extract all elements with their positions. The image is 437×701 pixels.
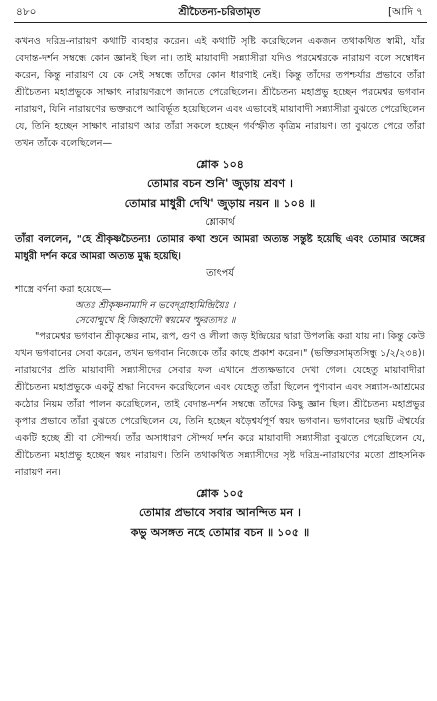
page-body	[15, 33, 425, 543]
purport-paragraph: কখনও দরিদ্র-নারায়ণ কথাটি ব্যবহার করেন। এই কথাটি সৃষ্টি করেছিলেন একজন তথাকথিত স্বামী, যাঁর বেদান্ত-দর্শন সম্বন্ধে কোন জ্ঞানই ছিল না। তাই মায়াবাদী সন্ন্যাসীরা যদিও পরমেশ্বরকে নারায়ণ বলে সম্বোধন করেন, কিন্তু নারায়ণ যে কে সেই সম্বন্ধে তাঁদের কোন ধারণাই নেই। কিন্তু তাঁদের তপশ্চর্যার প্রভাবে তাঁরা শ্রীচৈতন্য মহাপ্রভুকে সাক্ষাৎ নারায়ণরূপে জানতে পেরেছিলেন। শ্রীচৈতন্য মহাপ্রভু হচ্ছেন পরমেশ্বর ভগবান নারায়ণ, যিনি নারায়ণের ভক্তরূপে আবির্ভূত হয়েছিলেন এবং এভাবেই মায়াবাদী সন্ন্যাসীরা বুঝতে পেরেছিলেন যে, তিনি হচ্ছেন সাক্ষাৎ নারায়ণ আর তাঁরা সকলে হচ্ছেন গর্বস্ফীত কৃত্রিম নারায়ণ। তা বুঝতে পেরে তাঁরা তখন তাঁকে বলেছিলেন—	[15, 36, 425, 149]
chapter-label: [আদি ৭	[387, 6, 423, 18]
verse-line: কভু অসঙ্গত নহে তোমার বচন ॥ ১০৫ ॥	[130, 526, 310, 539]
verse-line: তোমার মাধুরী দেখি' জুড়ায় নয়ন ॥ ১০৪ ॥	[124, 197, 316, 210]
translation-label: শ্লোকার্থ	[205, 217, 235, 228]
verse-line: তোমার প্রভাবে সবার আনন্দিত মন ।	[138, 506, 302, 519]
sanskrit-line: সেবোন্মুখে হি জিহ্বাদৌ স্বয়মেব স্ফুরত্যদঃ ॥	[75, 315, 236, 326]
sanskrit-line: অতঃ শ্রীকৃষ্ণনামাদি ন ভবেদ্‌গ্রাহ্যমিন্দ্রিয়ৈঃ ।	[75, 300, 236, 311]
purport-paragraph: "পরমেশ্বর ভগবান শ্রীকৃষ্ণের নাম, রূপ, গুণ ও লীলা জড় ইন্দ্রিয়ের দ্বারা উপলব্ধি করা যায় না। কিন্তু কেউ যখন ভগবানের সেবা করেন, তখন ভগবান নিজেকে তাঁর কাছে প্রকাশ করেন।" (ভক্তিরসামৃতসিন্ধু ১/২/২৩৪)। নারায়ণের প্রতি মায়াবাদী সন্ন্যাসীদের সেবার ফল এখানে প্রত্যক্ষভাবে দেখা গেল। যেহেতু মায়াবাদীরা শ্রীচৈতন্য মহাপ্রভুকে একটু শ্রদ্ধা নিবেদন করেছিলেন এবং যেহেতু তাঁরা ছিলেন পুণ্যবান এবং সন্ন্যাস-আশ্রমের কঠোর নিয়ম তাঁরা পালন করেছিলেন, তাই বেদান্ত-দর্শন সম্বন্ধে তাঁদের কিছু জ্ঞান ছিল। শ্রীচৈতন্য মহাপ্রভুর কৃপার প্রভাবে তাঁরা বুঝতে পেরেছিলেন যে, তিনি হচ্ছেন ষড়ৈশ্বর্যপূর্ণ স্বয়ং ভগবান। ভগবানের ছয়টি ঐশ্বর্যের একটি হচ্ছে শ্রী বা সৌন্দর্য। তাঁর অসাধারণ সৌন্দর্য দর্শন করে মায়াবাদী সন্ন্যাসীরা বুঝতে পেরেছিলেন যে, শ্রীচৈতন্য মহাপ্রভু হচ্ছেন স্বয়ং নারায়ণ। তিনি তথাকথিত সন্ন্যাসীদের সৃষ্ট দরিদ্র-নারায়ণের মতো প্রাহসনিক নারায়ণ নন।	[15, 331, 425, 478]
verse-heading: শ্লোক ১০৫	[196, 487, 244, 500]
header-rule	[14, 22, 427, 23]
page-header	[16, 5, 423, 23]
verse-line: তোমার বচন শুনি' জুড়ায় শ্রবণ ।	[146, 177, 294, 190]
page-number: ৪৮০	[16, 6, 37, 18]
quote-intro: শাস্ত্রে বর্ণনা করা হয়েছে—	[15, 284, 112, 295]
translation-text: তাঁরা বললেন, "হে শ্রীকৃষ্ণচৈতন্য! তোমার কথা শুনে আমরা অত্যন্ত সন্তুষ্ট হয়েছি এবং তোমার অঙ্গের মাধুরী দর্শন করে আমরা অত্যন্ত মুগ্ধ হয়েছি।	[15, 234, 425, 262]
verse-heading: শ্লোক ১০৪	[196, 158, 244, 171]
purport-label: তাৎপর্য	[206, 268, 234, 279]
page-title: শ্রীচৈতন্য-চরিতামৃত	[178, 6, 261, 18]
